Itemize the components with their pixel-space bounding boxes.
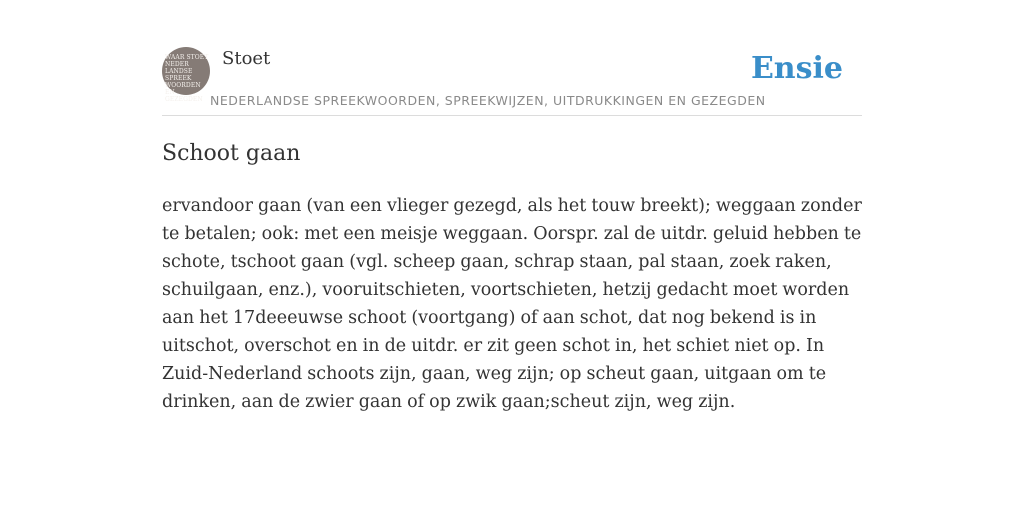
header [162, 44, 862, 116]
avatar-book-cover-text: WAAR STOET NEDER LANDSE SPREEK WOORDEN EN GEZEGDEN [165, 54, 209, 103]
author-name[interactable]: Stoet [222, 48, 271, 69]
author-avatar[interactable] [162, 47, 210, 103]
entry-title: Schoot gaan [162, 141, 301, 166]
entry-definition: ervandoor gaan (van een vlieger gezegd, als het touw breekt); weggaan zonder te betalen; ook: met een meisje weggaan. Oorspr. zal de uitdr. geluid hebben te schote, tschoot gaan (vgl. scheep gaan, schrap staan, pal staan, zoek raken, schuilgaan, enz.), vooruitschieten, voortschieten, hetzij gedacht moet worden aan het 17deeeuwse schoot (voortgang) of aan schot, dat nog bekend is in uitschot, overschot en in de uitdr. er zit geen schot in, het schiet niet op. In Zuid-Nederland schoots zijn, gaan, weg zijn; op scheut gaan, uitgaan om te drinken, aan de zwier gaan of op zwik gaan;scheut zijn, weg zijn. [162, 196, 862, 412]
source-subtitle[interactable]: NEDERLANDSE SPREEKWOORDEN, SPREEKWIJZEN, UITDRUKKINGEN EN GEZEGDEN [210, 93, 766, 108]
brand-logo[interactable]: Ensie [750, 51, 843, 86]
